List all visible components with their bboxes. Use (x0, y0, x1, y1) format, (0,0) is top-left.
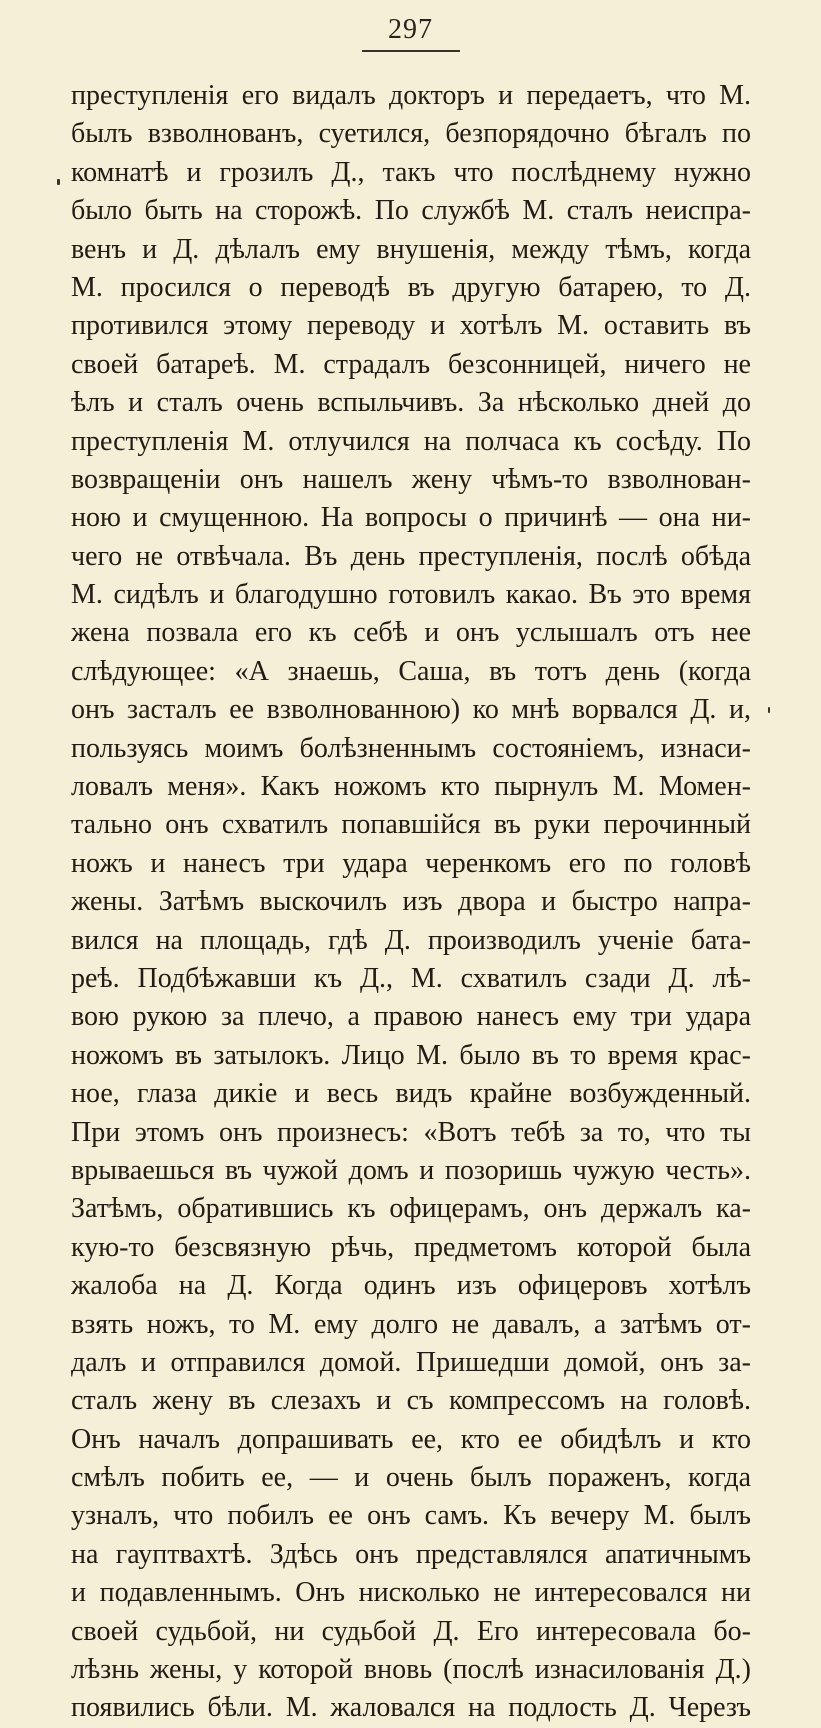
text-line: своей судьбой, ни судьбой Д. Его интересовала бо- (71, 1615, 751, 1647)
text-line: появились бѣли. М. жаловался на подлость Д. Черезъ (71, 1692, 751, 1724)
text-line: онъ засталъ ее взволнованною) ко мнѣ ворвался Д. и, (71, 694, 751, 726)
text-line: вою рукою за плечо, а правою нанесъ ему три удара (71, 1001, 751, 1033)
margin-mark (768, 707, 770, 713)
text-line: ною и смущенною. На вопросы о причинѣ — она ни- (71, 502, 751, 534)
text-line: ловалъ меня». Какъ ножомъ кто пырнулъ М. Момен- (71, 771, 751, 803)
text-line: Онъ началъ допрашивать ее, кто ее обидѣлъ и кто (71, 1423, 751, 1455)
body-text (71, 77, 751, 1728)
text-line: своей батареѣ. М. страдалъ безсонницей, ничего не (71, 348, 751, 380)
text-line: М. просился о переводѣ въ другую батарею, то Д. (71, 271, 751, 303)
text-line: ножомъ въ затылокъ. Лицо М. было въ то время крас- (71, 1039, 751, 1071)
page-number-rule (362, 50, 460, 52)
text-line: При этомъ онъ произнесъ: «Вотъ тебѣ за то, что ты (71, 1116, 751, 1148)
text-line: ное, глаза дикіе и весь видъ крайне возбужденный. (71, 1078, 751, 1110)
text-line: сталъ жену въ слезахъ и съ компрессомъ на головѣ. (71, 1385, 751, 1417)
text-line: лѣзнь жены, у которой вновь (послѣ изнасилованія Д.) (71, 1654, 751, 1686)
text-line: тально онъ схватилъ попавшійся въ руки перочинный (71, 809, 751, 841)
text-line: слѣдующее: «А знаешь, Саша, въ тотъ день (когда (71, 655, 751, 687)
text-line: жалоба на Д. Когда одинъ изъ офицеровъ хотѣлъ (71, 1270, 751, 1302)
text-line: преступленія его видалъ докторъ и передаетъ, что М. (71, 80, 751, 111)
text-line: далъ и отправился домой. Пришедши домой, онъ за- (71, 1346, 751, 1378)
text-line: вился на площадь, гдѣ Д. производилъ ученіе бата- (71, 924, 751, 956)
page-number: 297 (388, 14, 433, 45)
text-line: смѣлъ побить ее, — и очень былъ пораженъ, когда (71, 1462, 751, 1494)
text-line: пользуясь моимъ болѣзненнымъ состояніемъ, изнаси- (71, 732, 751, 764)
text-line: былъ взволнованъ, суетился, безпорядочно бѣгалъ по (71, 118, 751, 150)
text-line: жена позвала его къ себѣ и онъ услышалъ отъ нее (71, 617, 751, 649)
text-line: возвращеніи онъ нашелъ жену чѣмъ-то взволнован- (71, 463, 751, 495)
margin-mark (57, 179, 60, 185)
text-line: Затѣмъ, обратившись къ офицерамъ, онъ держалъ ка- (71, 1193, 751, 1225)
text-line: преступленія М. отлучился на полчаса къ сосѣду. По (71, 425, 751, 457)
text-line: жены. Затѣмъ выскочилъ изъ двора и быстро напра- (71, 886, 751, 918)
text-line: и подавленнымъ. Онъ нисколько не интересовался ни (71, 1577, 751, 1609)
text-line: было быть на сторожѣ. По службѣ М. сталъ неиспра- (71, 195, 751, 227)
text-line: ѣлъ и сталъ очень вспыльчивъ. За нѣсколько дней до (71, 387, 751, 419)
text-line: ножъ и нанесъ три удара черенкомъ его по головѣ (71, 847, 751, 879)
text-line: взять ножъ, то М. ему долго не давалъ, а затѣмъ от- (71, 1308, 751, 1340)
text-line: венъ и Д. дѣлалъ ему внушенія, между тѣмъ, когда (71, 233, 751, 265)
text-line: М. сидѣлъ и благодушно готовилъ какао. Въ это время (71, 579, 751, 611)
text-line: узналъ, что побилъ ее онъ самъ. Къ вечеру М. былъ (71, 1500, 751, 1532)
text-line: реѣ. Подбѣжавши къ Д., М. схватилъ сзади Д. лѣ- (71, 962, 751, 994)
text-line: комнатѣ и грозилъ Д., такъ что послѣднему нужно (71, 156, 751, 188)
text-line: чего не отвѣчала. Въ день преступленія, послѣ обѣда (71, 540, 751, 572)
text-line: на гауптвахтѣ. Здѣсь онъ представлялся апатичнымъ (71, 1538, 751, 1570)
text-line: врываешься въ чужой домъ и позоришь чужую честь». (71, 1154, 751, 1186)
text-line: противился этому переводу и хотѣлъ М. оставить въ (71, 310, 751, 342)
text-line: кую-то безсвязную рѣчь, предметомъ которой была (71, 1231, 751, 1263)
